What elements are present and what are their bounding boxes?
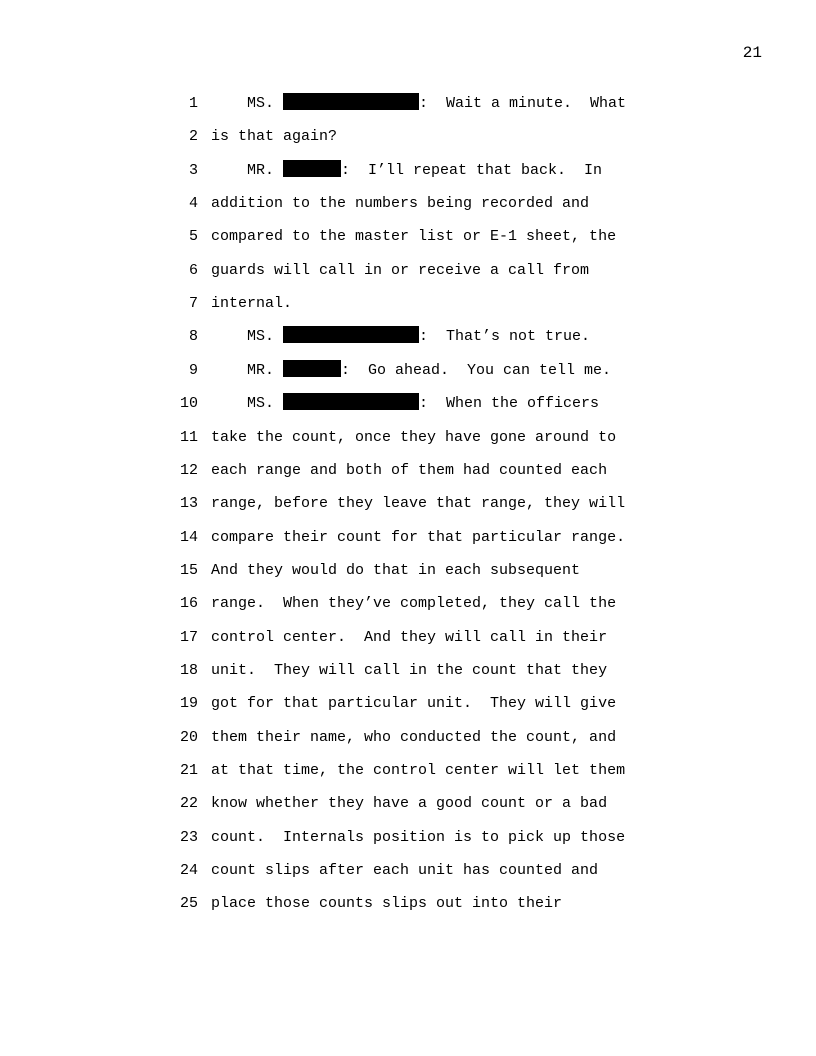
speaker-title: MR. (211, 361, 284, 379)
line-text: is that again? (211, 128, 338, 146)
line-number: 12 (179, 461, 198, 479)
line-number: 11 (179, 428, 198, 446)
transcript-line (0, 320, 816, 353)
line-text (211, 87, 626, 120)
line-text (211, 320, 590, 353)
transcript-line (0, 721, 816, 754)
transcript-line (0, 387, 816, 420)
speech-text: : I’ll repeat that back. In (341, 161, 603, 179)
speaker-title: MR. (211, 161, 284, 179)
line-text: count slips after each unit has counted and (211, 862, 599, 880)
line-number: 7 (188, 295, 198, 313)
speaker-title: MS. (211, 328, 284, 346)
line-number: 8 (188, 328, 198, 346)
speech-text: : Go ahead. You can tell me. (341, 361, 612, 379)
line-number: 5 (188, 228, 198, 246)
transcript-line (0, 287, 816, 320)
line-text: control center. And they will call in their (211, 628, 608, 646)
redaction-box (283, 360, 341, 377)
transcript-line (0, 887, 816, 920)
speaker-title: MS. (211, 95, 284, 112)
line-number: 4 (188, 195, 198, 213)
redaction-box (283, 160, 341, 177)
line-text: range, before they leave that range, they will (211, 495, 626, 513)
line-text: count. Internals position is to pick up those (211, 828, 626, 846)
redaction-box (283, 93, 419, 110)
line-text (211, 354, 611, 387)
line-text (211, 154, 602, 187)
line-text: range. When they’ve completed, they call the (211, 595, 617, 613)
line-number: 10 (179, 395, 198, 413)
line-number: 9 (188, 361, 198, 379)
line-text: compare their count for that particular range. (211, 528, 626, 546)
transcript-line (0, 254, 816, 287)
transcript-line (0, 521, 816, 554)
transcript-line (0, 487, 816, 520)
line-number: 16 (179, 595, 198, 613)
line-text: each range and both of them had counted each (211, 461, 608, 479)
line-number: 21 (179, 762, 198, 779)
line-number: 24 (179, 862, 198, 880)
line-number: 19 (179, 695, 198, 713)
line-text: know whether they have a good count or a bad (211, 795, 608, 813)
speech-text: : That’s not true. (419, 328, 591, 346)
transcript-line (0, 87, 816, 120)
line-number: 13 (179, 495, 198, 513)
transcript-line (0, 154, 816, 187)
line-number: 23 (179, 828, 198, 846)
line-text: take the count, once they have gone around to (211, 428, 617, 446)
line-text (211, 387, 599, 420)
transcript-line (0, 454, 816, 487)
page-number: 21 (742, 44, 762, 62)
transcript-line (0, 587, 816, 620)
line-number: 17 (179, 628, 198, 646)
transcript-line (0, 621, 816, 654)
transcript-line (0, 821, 816, 854)
line-number: 18 (179, 661, 198, 679)
transcript-line (0, 220, 816, 253)
line-number: 1 (188, 95, 198, 112)
line-text: place those counts slips out into their (211, 895, 563, 913)
transcript-line (0, 421, 816, 454)
line-text: internal. (211, 295, 293, 313)
line-text: them their name, who conducted the count, and (211, 728, 617, 746)
line-text: at that time, the control center will let them (211, 762, 626, 779)
line-text: unit. They will call in the count that they (211, 661, 608, 679)
line-number: 22 (179, 795, 198, 813)
transcript-line (0, 120, 816, 153)
transcript-line (0, 754, 816, 787)
line-number: 3 (188, 161, 198, 179)
transcript-line (0, 654, 816, 687)
line-text: addition to the numbers being recorded and (211, 195, 590, 213)
transcript-line (0, 787, 816, 820)
transcript-line (0, 687, 816, 720)
transcript-line (0, 554, 816, 587)
transcript-line (0, 354, 816, 387)
line-text: And they would do that in each subsequent (211, 561, 581, 579)
line-number: 25 (179, 895, 198, 913)
transcript-line (0, 854, 816, 887)
redaction-box (283, 326, 419, 343)
transcript-line (0, 187, 816, 220)
line-text: guards will call in or receive a call from (211, 261, 590, 279)
redaction-box (283, 393, 419, 410)
line-number: 6 (188, 261, 198, 279)
speech-text: : When the officers (419, 395, 600, 413)
line-number: 20 (179, 728, 198, 746)
line-number: 2 (188, 128, 198, 146)
line-text: got for that particular unit. They will give (211, 695, 617, 713)
line-number: 14 (179, 528, 198, 546)
line-text: compared to the master list or E-1 sheet, the (211, 228, 617, 246)
line-number: 15 (179, 561, 198, 579)
speaker-title: MS. (211, 395, 284, 413)
speech-text: : Wait a minute. What (419, 95, 627, 112)
